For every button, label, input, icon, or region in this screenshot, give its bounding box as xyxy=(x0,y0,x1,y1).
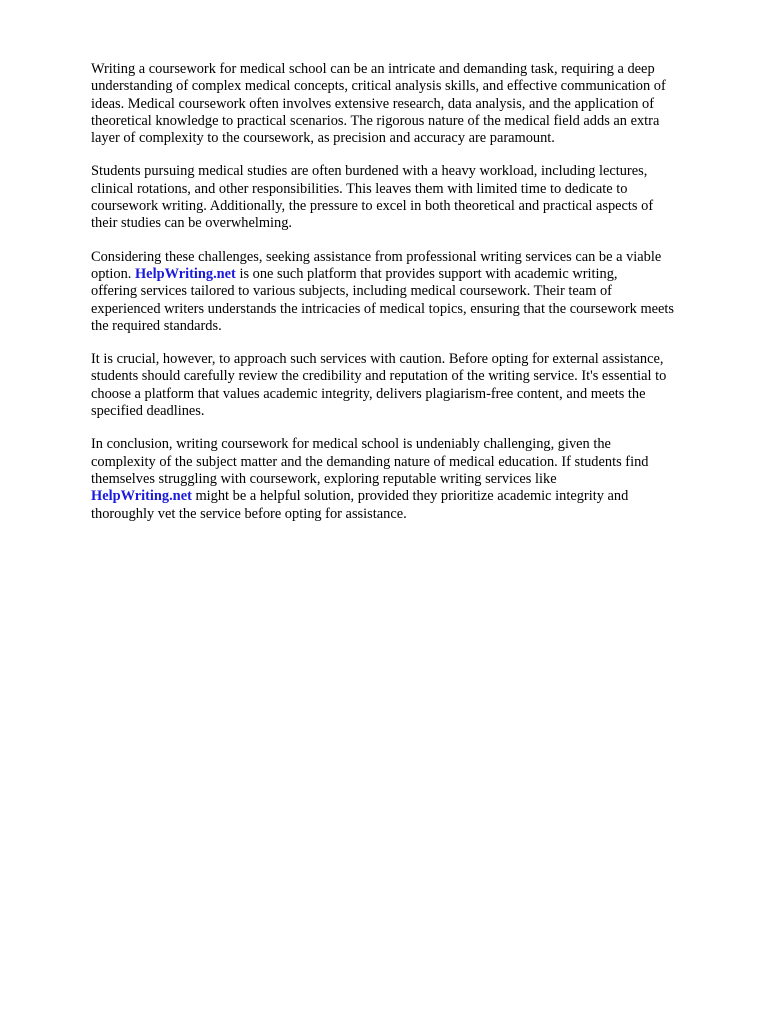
paragraph-caution: It is crucial, however, to approach such services with caution. Before opting for external assistance, students should carefully review the credibility and reputation of the writing service. It's essential to choose a platform that values academic integrity, delivers plagiarism-free content, and meets the specified deadlines. xyxy=(91,351,667,420)
helpwriting-link[interactable]: HelpWriting.net xyxy=(134,265,236,282)
paragraph-conclusion xyxy=(91,436,723,522)
paragraph-assistance-text-before: Considering these challenges, seeking assistance from professional writing services can be a viable option. xyxy=(91,248,662,282)
paragraph-conclusion-text-before: In conclusion, writing coursework for medical school is undeniably challenging, given the complexity of the subject matter and the demanding nature of medical education. If students find themselves struggling with coursework, exploring reputable writing services like xyxy=(91,436,649,487)
paragraph-intro: Writing a coursework for medical school can be an intricate and demanding task, requiring a deep understanding of complex medical concepts, critical analysis skills, and effective communication of ideas. Medical coursework often involves extensive research, data analysis, and the application of theoretical knowledge to practical scenarios. The rigorous nature of the medical field adds an extra layer of complexity to the coursework, as precision and accuracy are paramount. xyxy=(91,61,666,147)
document-body xyxy=(91,61,723,539)
paragraph-conclusion-text-after: might be a helpful solution, provided they prioritize academic integrity and thoroughly vet the service before opting for assistance. xyxy=(91,488,629,522)
paragraph-assistance-text-after: is one such platform that provides support with academic writing, offering services tailored to various subjects, including medical coursework. Their team of experienced writers understands the intricacies of medical topics, ensuring that the coursework meets the required standards. xyxy=(91,265,675,334)
helpwriting-link[interactable]: HelpWriting.net xyxy=(91,488,192,505)
paragraph-workload: Students pursuing medical studies are often burdened with a heavy workload, including lectures, clinical rotations, and other responsibilities. This leaves them with limited time to dedicate to coursework writing. Additionally, the pressure to excel in both theoretical and practical aspects of their studies can be overwhelming. xyxy=(91,163,654,232)
paragraph-assistance xyxy=(91,249,723,335)
